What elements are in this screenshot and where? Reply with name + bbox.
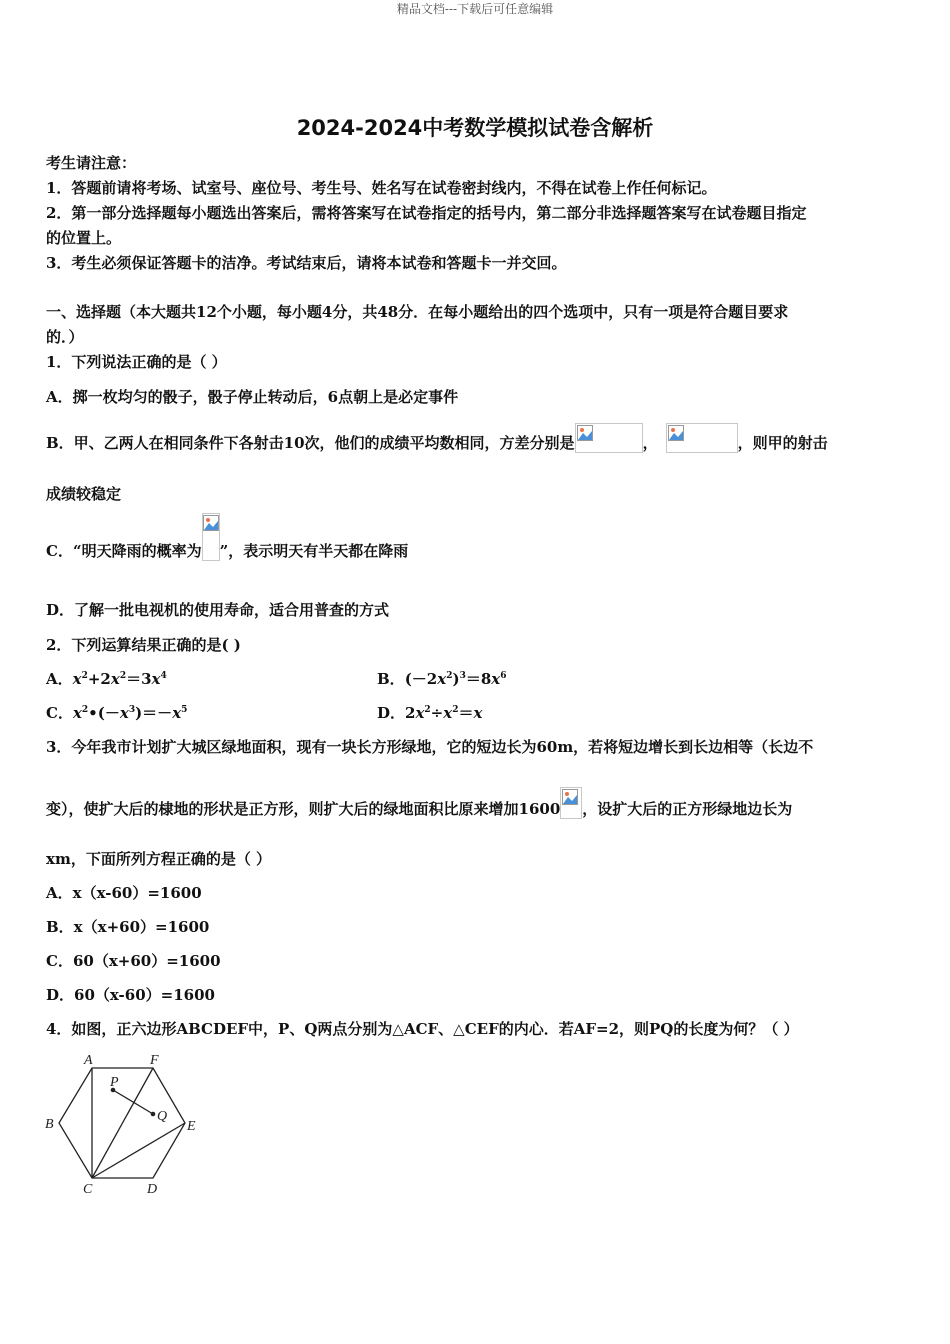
math-var: x <box>72 670 82 688</box>
broken-image-icon <box>577 425 593 441</box>
q2-option-b-label: B． <box>377 670 405 688</box>
math-op: +2 <box>87 670 111 688</box>
broken-image-icon <box>203 515 219 531</box>
math-var: x <box>72 704 82 722</box>
missing-image-probability <box>202 513 220 561</box>
segment-ce <box>92 1123 185 1178</box>
math-exp: 2 <box>119 671 127 681</box>
segment-pq <box>113 1090 153 1114</box>
notice-item-2-cont: 的位置上。 <box>46 229 122 247</box>
math-var: x <box>119 704 129 722</box>
page-header: 精品文档---下载后可任意编辑 <box>396 2 554 16</box>
label-d: D <box>147 1182 158 1197</box>
q2-option-b <box>377 668 506 689</box>
math-op: 2 <box>405 704 416 722</box>
label-a: A <box>84 1053 93 1068</box>
math-exp: 6 <box>500 671 507 681</box>
q1-option-c <box>46 512 408 561</box>
missing-image-variance-a <box>575 423 643 453</box>
math-var: x <box>415 704 425 722</box>
math-op: )＝－ <box>135 704 173 722</box>
q3-option-b: B．x（x+60）=1600 <box>46 918 210 936</box>
q3-option-a: A．x（x-60）=1600 <box>46 884 202 902</box>
missing-image-unit <box>560 787 582 819</box>
q1-option-c-tail: ”，表示明天有半天都在降雨 <box>219 542 409 560</box>
broken-image-icon <box>668 425 684 441</box>
math-op: (－2 <box>404 670 438 688</box>
math-op: •(－ <box>88 704 120 722</box>
math-var: x <box>473 704 483 722</box>
math-op: ) <box>452 670 460 688</box>
math-op: ＝ <box>458 704 474 722</box>
missing-image-variance-b <box>666 423 738 453</box>
label-q: Q <box>157 1109 168 1124</box>
math-exp: 2 <box>81 705 89 715</box>
q3-stem-line2-text: 变），使扩大后的棣地的形状是正方形，则扩大后的绿地面积比原来增加1600 <box>46 800 561 818</box>
q3-stem-line2-tail: ，设扩大后的正方形绿地边长为 <box>582 800 793 818</box>
math-exp: 3 <box>459 671 466 681</box>
notice-item-1: 1．答题前请将考场、试室号、座位号、考生号、姓名写在试卷密封线内，不得在试卷上作任何标记。 <box>46 179 717 197</box>
label-e: E <box>187 1119 196 1134</box>
q1-option-b <box>46 416 828 453</box>
math-op: ＝8 <box>465 670 492 688</box>
section-heading: 一、选择题（本大题共12个小题，每小题4分，共48分．在每小题给出的四个选项中，只有一项是符合题目要求 <box>46 303 789 321</box>
notice-item-2: 2．第一部分选择题每小题选出答案后，需将答案写在试卷指定的括号内，第二部分非选择题答案写在试卷题目指定 <box>46 204 807 222</box>
q3-option-d: D．60（x-60）=1600 <box>46 986 215 1004</box>
q1-option-a: A．掷一枚均匀的骰子，骰子停止转动后，6点朝上是必定事件 <box>46 388 459 406</box>
math-exp: 2 <box>446 671 453 681</box>
q1-option-c-text: C．“明天降雨的概率为 <box>46 542 202 560</box>
q4-stem: 4．如图，正六边形ABCDEF中，P、Q两点分别为△ACF、△CEF的内心．若AF=2，则PQ的长度为何？（ ） <box>46 1020 799 1038</box>
math-var: x <box>491 670 501 688</box>
q2-option-a-label: A． <box>46 670 73 688</box>
q2-option-d <box>377 702 482 723</box>
q1-option-b-tail: ，则甲的射击 <box>737 434 828 452</box>
math-exp: 2 <box>81 671 88 681</box>
q2-stem: 2．下列运算结果正确的是( ) <box>46 636 241 654</box>
q1-option-b-text: B．甲、乙两人在相同条件下各射击10次，他们的成绩平均数相同，方差分别是 <box>46 434 575 452</box>
notice-heading: 考生请注意： <box>46 154 137 172</box>
section-heading-cont: 的．） <box>46 328 84 346</box>
q3-stem-line1: 3．今年我市计划扩大城区绿地面积，现有一块长方形绿地，它的短边长为60m，若将短边增长到长边相等（长边不 <box>46 738 814 756</box>
q3-stem-line2 <box>46 780 792 819</box>
label-b: B <box>45 1117 54 1132</box>
q2-option-c-label: C． <box>46 704 73 722</box>
math-var: x <box>110 670 120 688</box>
q2-option-d-label: D． <box>377 704 406 722</box>
q3-stem-line3: xm，下面所列方程正确的是（ ） <box>46 850 272 868</box>
page-title: 2024-2024中考数学模拟试卷含解析 <box>296 116 654 140</box>
point-q <box>151 1112 156 1117</box>
math-op: ÷ <box>430 704 444 722</box>
notice-item-3: 3．考生必须保证答题卡的洁净。考试结束后，请将本试卷和答题卡一并交回。 <box>46 254 567 272</box>
q3-option-c: C．60（x+60）=1600 <box>46 952 221 970</box>
math-var: x <box>172 704 182 722</box>
label-c: C <box>83 1182 93 1197</box>
segment-cf <box>92 1068 153 1178</box>
math-exp: 2 <box>452 705 459 715</box>
math-var: x <box>437 670 447 688</box>
math-var: x <box>443 704 453 722</box>
label-p: P <box>110 1075 119 1090</box>
math-op: ＝3 <box>126 670 152 688</box>
q2-option-a <box>46 668 167 689</box>
math-exp: 4 <box>160 671 167 681</box>
math-exp: 2 <box>424 705 431 715</box>
math-var: x <box>151 670 161 688</box>
hexagon-figure <box>40 1048 210 1198</box>
label-f: F <box>150 1053 159 1068</box>
math-exp: 5 <box>181 705 188 715</box>
q1-option-d: D．了解一批电视机的使用寿命，适合用普查的方式 <box>46 601 390 619</box>
q1-option-b-cont: 成绩较稳定 <box>46 485 122 503</box>
q2-option-c <box>46 702 187 723</box>
q1-option-b-sep: ， <box>642 434 658 452</box>
math-exp: 3 <box>128 705 136 715</box>
broken-image-icon <box>562 789 578 805</box>
q1-stem: 1．下列说法正确的是（ ） <box>46 353 227 371</box>
